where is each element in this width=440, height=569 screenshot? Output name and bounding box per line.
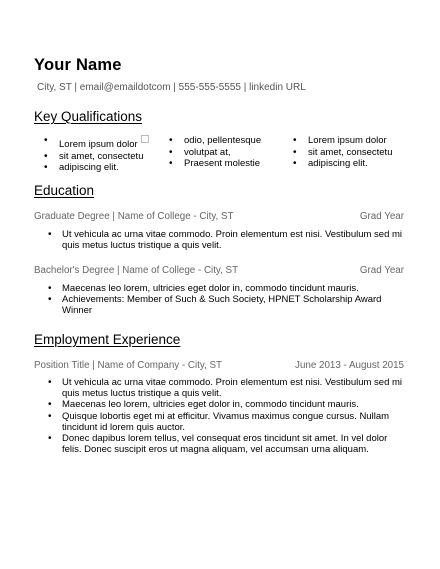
education-entry-heading xyxy=(34,211,404,222)
bullet-item: • Maecenas leo lorem, ultricies eget dolor in, commodo tincidunt mauris. xyxy=(48,399,408,410)
qualification-item: • Praesent molestie xyxy=(169,158,261,170)
degree-college: Bachelor's Degree | Name of College - City, ST xyxy=(34,265,239,276)
candidate-name: Your Name xyxy=(34,56,122,74)
grad-year: Grad Year xyxy=(359,265,404,276)
qualifications-column-2 xyxy=(169,135,261,170)
position-company: Position Title | Name of Company - City, ST xyxy=(34,360,223,371)
employment-dates: June 2013 - August 2015 xyxy=(295,360,404,371)
education-entry-heading xyxy=(34,265,404,276)
section-title-education: Education xyxy=(34,183,95,198)
qualification-item: • sit amet, consectetu xyxy=(44,151,149,163)
qualifications-column-1 xyxy=(44,135,149,174)
degree-college: Graduate Degree | Name of College - City, ST xyxy=(34,211,234,222)
education-entry-bullets xyxy=(48,283,408,317)
bullet-item: • Ut vehicula ac urna vitae commodo. Proin elementum est nisi. Vestibulum sed mi quis metus luctus tristique a quis velit. xyxy=(48,229,408,251)
qualification-item: • adipiscing elit. xyxy=(293,158,392,170)
experience-entry-bullets xyxy=(48,377,408,455)
bullet-item: • Ut vehicula ac urna vitae commodo. Proin elementum est nisi. Vestibulum sed mi quis metus luctus tristique a quis velit. xyxy=(48,377,408,399)
section-title-qualifications: Key Qualifications xyxy=(34,109,143,124)
qualifications-column-3 xyxy=(293,135,392,170)
qualification-item: • Lorem ipsum dolor xyxy=(293,135,392,147)
bullet-item: • Maecenas leo lorem, ultricies eget dolor in, commodo tincidunt mauris. xyxy=(48,283,408,294)
qualification-item: • sit amet, consectetu xyxy=(293,147,392,159)
qualification-item: • adipiscing elit. xyxy=(44,162,149,174)
section-title-experience: Employment Experience xyxy=(34,332,181,347)
bullet-item: • Quisque lobortis eget mi at efficitur. Vivamus maximus congue cursus. Nullam tincidunt id lorem quis auctor. xyxy=(48,411,408,433)
qualification-item: • volutpat at, xyxy=(169,147,261,159)
comment-marker-icon xyxy=(141,135,149,143)
grad-year: Grad Year xyxy=(359,211,404,222)
education-entry-bullets xyxy=(48,229,408,251)
bullet-item: • Achievements: Member of Such & Such Society, HPNET Scholarship Award Winner xyxy=(48,294,408,316)
contact-line: City, ST | email@emaildotcom | 555-555-5555 | linkedin URL xyxy=(37,82,306,93)
qualification-item: • Lorem ipsum dolor xyxy=(44,135,149,151)
qualification-item: • odio, pellentesque xyxy=(169,135,261,147)
bullet-item: • Donec dapibus lorem tellus, vel consequat eros tincidunt sit amet. In vel dolor felis. Donec suscipit eros ut magna aliquam, vel accumsan urna aliquam. xyxy=(48,433,408,455)
experience-entry-heading xyxy=(34,360,404,371)
